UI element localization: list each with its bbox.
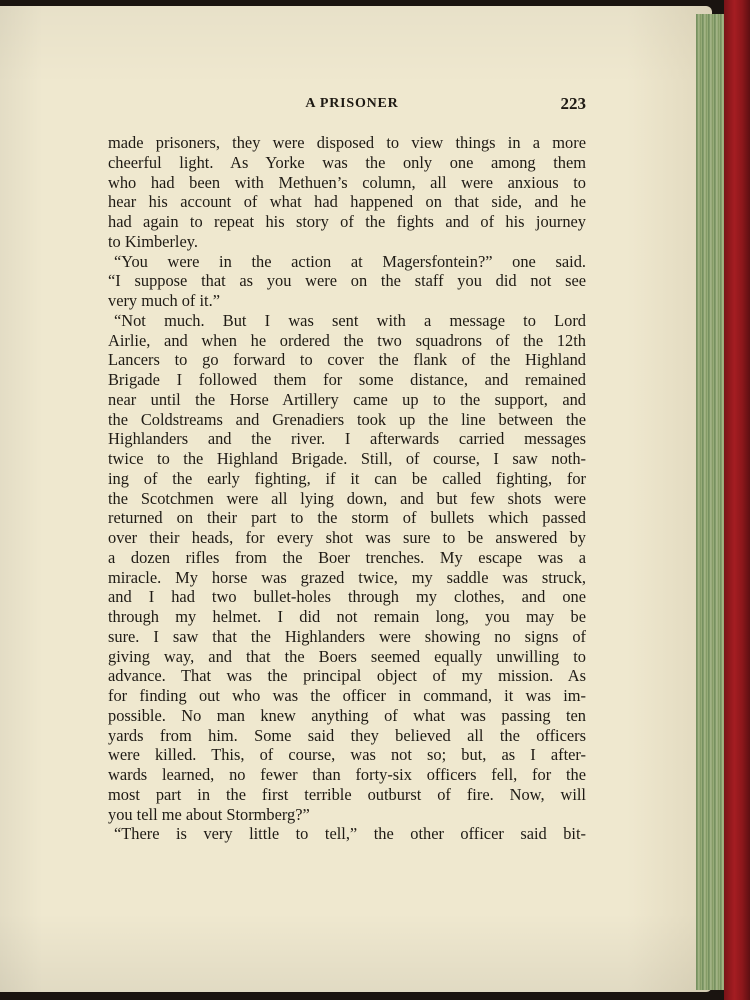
text-line: cheerful light. As Yorke was the only one among them	[108, 152, 586, 172]
text-line: Airlie, and when he ordered the two squadrons of the 12th	[108, 330, 586, 350]
text-line: twice to the Highland Brigade. Still, of course, I saw noth-	[108, 449, 586, 468]
text-line: yards from him. Some said they believed all the officers	[108, 725, 586, 745]
text-line: very much of it.”	[108, 291, 220, 310]
text-line: the Coldstreams and Grenadiers took up the line between the	[108, 409, 586, 429]
text-line: who had been with Methuen’s column, all were anxious to	[108, 172, 586, 192]
running-title: A PRISONER	[305, 96, 399, 111]
text-line: miracle. My horse was grazed twice, my saddle was struck,	[108, 567, 586, 587]
text-line: and I had two bullet-holes through my clothes, and one	[108, 587, 586, 607]
text-line: giving way, and that the Boers seemed equally unwilling to	[108, 646, 586, 666]
text-line: “I suppose that as you were on the staff you did not see	[108, 271, 586, 291]
text-line: near until the Horse Artillery came up to the support, and	[108, 389, 586, 409]
text-line: ing of the early fighting, if it can be called fighting, for	[108, 468, 586, 488]
text-line: made prisoners, they were disposed to view things in a more	[108, 133, 586, 152]
page-number: 223	[560, 94, 586, 113]
text-line: were killed. This, of course, was not so; but, as I after-	[108, 745, 586, 765]
text-line: wards learned, no fewer than forty-six officers fell, for the	[108, 765, 586, 784]
page-header	[108, 94, 586, 118]
text-line: through my helmet. I did not remain long, you may be	[108, 607, 586, 626]
text-line: sure. I saw that the Highlanders were showing no signs of	[108, 626, 586, 646]
text-line: over their heads, for every shot was sure to be answered by	[108, 528, 586, 547]
body-text	[108, 133, 586, 844]
text-line: advance. That was the principal object of my mission. As	[108, 666, 586, 686]
text-line: to Kimberley.	[108, 231, 198, 251]
text-line: hear his account of what had happened on that side, and he	[108, 192, 586, 212]
text-line: most part in the first terrible outburst of fire. Now, will	[108, 784, 586, 804]
text-line: “You were in the action at Magersfontein?” one said.	[114, 251, 586, 271]
text-line: returned on their part to the storm of bullets which passed	[108, 508, 586, 528]
text-line: Lancers to go forward to cover the flank of the Highland	[108, 350, 586, 370]
text-line: had again to repeat his story of the fights and of his journey	[108, 212, 586, 231]
text-line: for finding out who was the officer in command, it was im-	[108, 686, 586, 705]
text-line: possible. No man knew anything of what was passing ten	[108, 705, 586, 725]
text-line: Brigade I followed them for some distance, and remained	[108, 370, 586, 389]
text-line: Highlanders and the river. I afterwards carried messages	[108, 429, 586, 449]
text-line: a dozen rifles from the Boer trenches. My escape was a	[108, 547, 586, 567]
text-line: “Not much. But I was sent with a message to Lord	[114, 310, 586, 330]
text-line: “There is very little to tell,” the other officer said bit-	[114, 824, 586, 844]
text-line: you tell me about Stormberg?”	[108, 804, 310, 824]
book-cover	[724, 0, 750, 1000]
text-line: the Scotchmen were all lying down, and but few shots were	[108, 488, 586, 508]
